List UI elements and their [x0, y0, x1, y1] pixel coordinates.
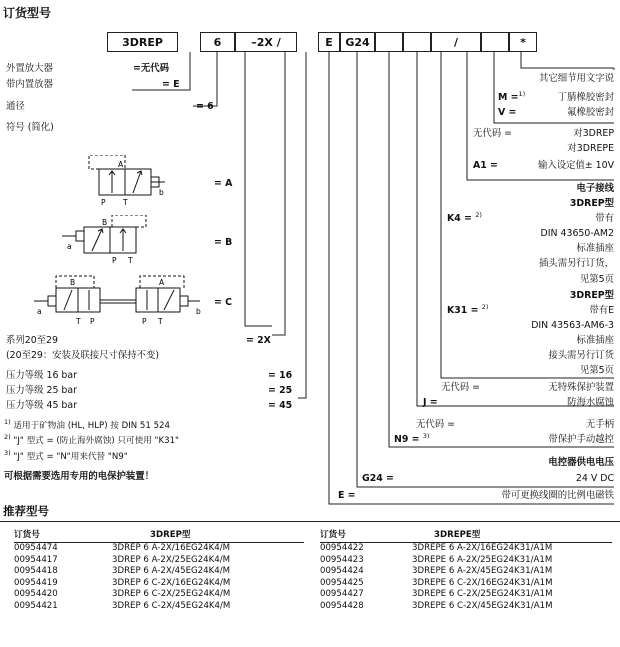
- col-type: 3DREPE型: [390, 527, 612, 543]
- k31-code: K31 = $^{2)}$: [447, 302, 489, 316]
- line-size: [193, 52, 217, 106]
- pressure-16-label: 压力等级 16 bar: [6, 370, 77, 381]
- k4-line-3: 标准插座: [576, 243, 614, 254]
- amp-internal-label: 带内置放器: [6, 79, 53, 90]
- symbol-a-code: = A: [214, 178, 233, 189]
- table-row: [14, 578, 304, 590]
- nocode-handle: 无代码 =: [416, 419, 455, 430]
- type-code: 3DREP 6 A-2X/45EG24K4/M: [112, 566, 231, 577]
- col-type: 3DREP型: [90, 527, 304, 543]
- order-number: 00954417: [14, 554, 58, 565]
- footnote-1: $^{1)}$ 适用于矿物油 (HL, HLP) 按 DIN 51 524: [4, 418, 170, 431]
- svg-text:T: T: [128, 256, 133, 265]
- svg-text:T: T: [158, 317, 163, 326]
- size-code: = 6: [196, 101, 214, 112]
- code-box-series: 3DREP: [107, 32, 178, 52]
- footnote-3: $^{3)}$ "J" 型式 = "N"用来代替 "N9": [4, 449, 128, 462]
- order-number: 00954427: [320, 589, 364, 600]
- seal-v-code: V =: [498, 107, 517, 118]
- k31-type: 3DREP型: [569, 290, 614, 301]
- page-title: 订货型号: [3, 6, 52, 20]
- svg-text:P: P: [90, 317, 95, 326]
- protection-warning: 可根据需要选用专用的电保护装置！: [4, 471, 155, 482]
- svg-text:T: T: [76, 317, 81, 326]
- k4-code: K4 = $^{2)}$: [447, 210, 482, 224]
- type-code: 3DREPE 6 C-2X/45EG24K31/A1M: [412, 600, 553, 611]
- svg-text:A: A: [159, 278, 165, 287]
- a1-text: 输入设定值± 10V: [537, 160, 614, 171]
- code-box-star: *: [509, 32, 537, 52]
- order-number: 00954421: [14, 600, 58, 611]
- svg-text:B: B: [70, 278, 76, 287]
- type-code: 3DREP 6 A-2X/25EG24K4/M: [112, 554, 231, 565]
- code-box-size: 6: [200, 32, 235, 52]
- type-code: 3DREP 6 C-2X/45EG24K4/M: [112, 600, 231, 611]
- e-text: 带可更换线圈的比例电磁铁: [501, 490, 614, 501]
- valve-symbol-b: [62, 215, 152, 270]
- k31-line-3: 标准插座: [576, 335, 614, 346]
- table-row: [14, 555, 304, 567]
- line-other: [521, 52, 614, 68]
- table-row: [320, 555, 612, 567]
- no-handle: 无手柄: [585, 419, 614, 430]
- seal-m-code: M =$^{1)}$: [498, 89, 526, 103]
- type-code: 3DREPE 6 C-2X/25EG24K31/A1M: [412, 589, 553, 600]
- line-series: [272, 52, 285, 335]
- svg-text:P: P: [101, 198, 106, 207]
- recommended-table-3drep: [14, 527, 304, 613]
- pressure-25-label: 压力等级 25 bar: [6, 385, 77, 396]
- table-row: [14, 543, 304, 555]
- pressure-25-code: = 25: [268, 385, 293, 396]
- svg-text:a: a: [67, 242, 72, 251]
- valve-symbol-c: [34, 270, 214, 330]
- seal-m-text: 丁腈橡胶密封: [557, 92, 614, 103]
- svg-text:P: P: [112, 256, 117, 265]
- footnote-2: $^{2)}$ "J" 型式 = (防止海外腐蚀) 只可使用 "K31": [4, 433, 180, 446]
- type-code: 3DREPE 6 C-2X/16EG24K31/A1M: [412, 577, 553, 588]
- electrical-connection-title: 电子接线: [576, 183, 614, 194]
- size-label: 通径: [6, 101, 25, 112]
- n9-text: 带保护手动越控: [548, 434, 614, 445]
- order-number: 00954420: [14, 589, 58, 600]
- svg-text:a: a: [37, 307, 42, 316]
- pressure-45-code: = 45: [268, 400, 293, 411]
- a1-code: A1 =: [473, 160, 498, 171]
- nocode-interface: 无代码 =: [473, 128, 512, 139]
- k4-line-5: 见第5页: [579, 274, 614, 285]
- code-box-e: E: [318, 32, 340, 52]
- recommended-divider: [0, 521, 620, 522]
- k4-line-4: 插头需另行订货，: [538, 258, 614, 269]
- k4-line-1: 带有: [595, 213, 614, 224]
- order-number: 00954424: [320, 566, 364, 577]
- svg-text:b: b: [196, 307, 201, 316]
- pressure-16-code: = 16: [268, 370, 293, 381]
- k31-line-4: 接头需另行订货: [548, 350, 614, 361]
- table-row: [320, 566, 612, 578]
- j-code: J =: [423, 397, 438, 408]
- nocode-protection: 无代码 =: [441, 382, 480, 393]
- table-row: [320, 589, 612, 601]
- k31-line-5: 见第5页: [579, 365, 614, 376]
- g24-code: G24 =: [362, 473, 394, 484]
- e-code: E =: [338, 490, 356, 501]
- table-row: [320, 543, 612, 555]
- order-number: 00954418: [14, 566, 58, 577]
- table-row: [320, 601, 612, 613]
- line-symbol: [245, 52, 272, 326]
- order-number: 00954428: [320, 600, 364, 611]
- type-code: 3DREP 6 C-2X/16EG24K4/M: [112, 577, 231, 588]
- order-number: 00954419: [14, 577, 58, 588]
- order-number: 00954425: [320, 577, 364, 588]
- recommended-table-3drepe: [320, 527, 612, 613]
- for-3drepe: 对3DREPE: [567, 143, 614, 154]
- table-row: [14, 566, 304, 578]
- svg-text:T: T: [123, 198, 128, 207]
- symbol-label: 符号 (简化): [6, 122, 54, 133]
- type-code: 3DREPE 6 A-2X/25EG24K31/A1M: [412, 554, 553, 565]
- recommended-title: 推荐型号: [3, 504, 49, 518]
- k31-line-2: DIN 43563-AM6-3: [531, 320, 614, 331]
- supply-voltage-title: 电控器供电电压: [548, 457, 614, 468]
- pressure-45-label: 压力等级 45 bar: [6, 400, 77, 411]
- code-box-g24: G24: [340, 32, 375, 52]
- j-text: 防海水腐蚀: [567, 397, 614, 408]
- table-row: [14, 601, 304, 613]
- series-note: (20至29：安装及联接尺寸保持不变): [6, 350, 160, 361]
- k4-line-2: DIN 43650-AM2: [540, 228, 614, 239]
- order-number: 00954423: [320, 554, 364, 565]
- series-code: = 2X: [246, 335, 271, 346]
- k4-type: 3DREP型: [569, 198, 614, 209]
- svg-text:A: A: [118, 160, 124, 169]
- g24-text: 24 V DC: [575, 473, 614, 484]
- for-3drep: 对3DREP: [573, 128, 614, 139]
- line-pressure: [298, 52, 306, 398]
- col-order-no: 订货号: [14, 527, 90, 543]
- symbol-c-code: = C: [214, 297, 232, 308]
- type-code: 3DREP 6 A-2X/16EG24K4/M: [112, 543, 231, 553]
- symbol-b-code: = B: [214, 237, 233, 248]
- code-box-slash: /: [431, 32, 481, 52]
- type-code: 3DREPE 6 A-2X/16EG24K31/A1M: [412, 543, 553, 553]
- table-row: [320, 578, 612, 590]
- type-code: 3DREP 6 C-2X/25EG24K4/M: [112, 589, 231, 600]
- code-box-2x: –2X /: [235, 32, 297, 52]
- svg-text:b: b: [159, 188, 164, 197]
- amp-external-code: =无代码: [133, 63, 169, 74]
- n9-code: N9 = $^{3)}$: [394, 431, 430, 445]
- svg-text:P: P: [142, 317, 147, 326]
- order-number: 00954474: [14, 543, 58, 553]
- amp-external-label: 外置放大器: [6, 63, 53, 74]
- table-row: [14, 589, 304, 601]
- svg-text:B: B: [102, 218, 108, 227]
- other-details: 其它细节用文字说: [538, 73, 614, 84]
- col-order-no: 订货号: [320, 527, 390, 543]
- type-code: 3DREPE 6 A-2X/45EG24K31/A1M: [412, 566, 553, 577]
- amp-internal-code: = E: [162, 79, 180, 90]
- valve-symbol-a: [85, 155, 165, 210]
- no-protection: 无特殊保护装置: [548, 382, 614, 393]
- k31-line-1: 带有E: [589, 305, 614, 316]
- order-number: 00954422: [320, 543, 364, 553]
- seal-v-text: 氟橡胶密封: [567, 107, 614, 118]
- series-label: 系列20至29: [6, 335, 58, 346]
